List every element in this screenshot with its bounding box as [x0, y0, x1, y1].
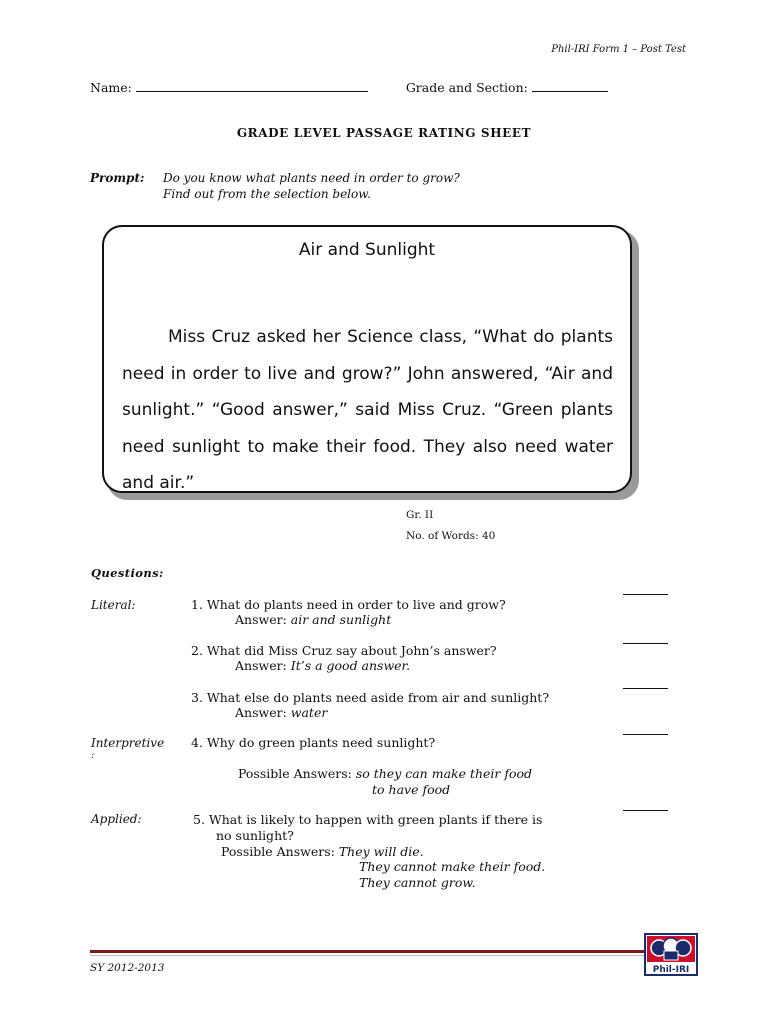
- question-1: 1. What do plants need in order to live and grow?: [191, 597, 506, 612]
- form-id: Phil-IRI Form 1 – Post Test: [551, 44, 686, 55]
- answer-1: [235, 612, 391, 627]
- question-5-line-2: no sunlight?: [216, 828, 294, 843]
- question-5-line-1: 5. What is likely to happen with green plants if there is: [193, 812, 543, 827]
- grade-section-field[interactable]: [532, 81, 608, 92]
- answer-1-text: air and sunlight: [290, 612, 392, 627]
- answer-5-text-1: They will die.: [338, 844, 424, 859]
- logo-text: Phil-IRI: [652, 965, 690, 975]
- category-applied: Applied:: [91, 812, 142, 826]
- questions-heading: Questions:: [91, 566, 164, 580]
- answer-4-text-2: to have food: [372, 782, 451, 797]
- answer-4: [238, 766, 532, 781]
- score-blank-5[interactable]: [623, 810, 668, 811]
- answer-5-line-3: [359, 875, 476, 890]
- name-row: [90, 80, 650, 95]
- score-blank-3[interactable]: [623, 688, 668, 689]
- category-interpretive-colon: :: [91, 750, 95, 761]
- answer-5-line-2: [359, 859, 545, 874]
- answer-4-text-1: so they can make their food: [355, 766, 533, 781]
- prompt-label: Prompt:: [90, 171, 145, 185]
- prompt-line-1: Do you know what plants need in order to grow?: [163, 171, 460, 185]
- answer-5-text-3: They cannot grow.: [359, 875, 476, 890]
- logo-icon: [644, 933, 698, 976]
- answer-5-text-2: They cannot make their food.: [359, 859, 546, 874]
- answer-5-label: Possible Answers:: [221, 844, 335, 859]
- question-3: 3. What else do plants need aside from air and sunlight?: [191, 690, 550, 705]
- phil-iri-logo: [644, 933, 698, 976]
- score-blank-2[interactable]: [623, 643, 668, 644]
- score-blank-1[interactable]: [623, 594, 668, 595]
- category-interpretive: Interpretive: [91, 736, 165, 750]
- grade-section-label: Grade and Section:: [405, 80, 528, 95]
- passage-text: Miss Cruz asked her Science class, “What do plants need in order to live and grow?” John answered, “Air and sunlight.” “Good answer,” said Miss Cruz. “Green plants need sunlight to make their food. They also need water and air.”: [122, 327, 613, 493]
- answer-3-text: water: [290, 705, 328, 720]
- answer-2-label: Answer:: [235, 658, 287, 673]
- page-title: GRADE LEVEL PASSAGE RATING SHEET: [236, 126, 532, 140]
- prompt-line-2: Find out from the selection below.: [163, 187, 371, 201]
- footer-divider: [90, 950, 645, 953]
- answer-4-line-2: [372, 782, 450, 797]
- answer-3: [235, 705, 327, 720]
- answer-2-text: It’s a good answer.: [290, 658, 411, 673]
- answer-5: [221, 844, 424, 859]
- grade-level: Gr. II: [406, 509, 434, 521]
- passage-title: Air and Sunlight: [298, 240, 436, 260]
- answer-3-label: Answer:: [235, 705, 287, 720]
- answer-2: [235, 658, 410, 673]
- question-4: 4. Why do green plants need sunlight?: [191, 735, 436, 750]
- school-year: SY 2012-2013: [90, 962, 165, 974]
- category-literal: Literal:: [91, 598, 136, 612]
- name-field[interactable]: [136, 81, 368, 92]
- answer-1-label: Answer:: [235, 612, 287, 627]
- score-blank-4[interactable]: [623, 734, 668, 735]
- answer-4-label: Possible Answers:: [238, 766, 352, 781]
- word-count: No. of Words: 40: [406, 530, 496, 542]
- name-label: Name:: [90, 80, 132, 95]
- footer-divider-thin: [90, 955, 645, 956]
- question-2: 2. What did Miss Cruz say about John’s answer?: [191, 643, 497, 658]
